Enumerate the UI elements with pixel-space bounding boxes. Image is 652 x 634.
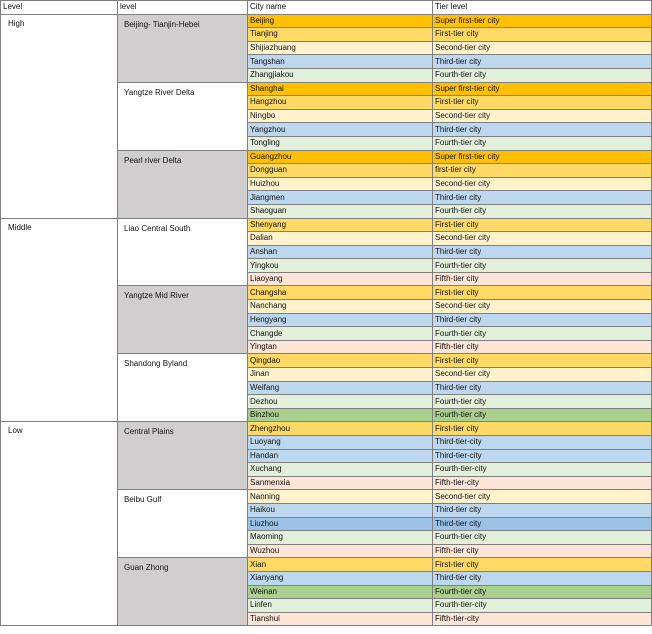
city-name-cell: Haikou bbox=[248, 503, 433, 517]
level-cell: Low bbox=[1, 422, 118, 626]
tier-level-cell: Super first-tier city bbox=[433, 14, 652, 28]
tier-level-cell: Fourth-tier city bbox=[433, 395, 652, 409]
tier-level-cell: Third-tier city bbox=[433, 123, 652, 137]
header-city-name: City name bbox=[248, 1, 433, 15]
city-name-cell: Xian bbox=[248, 558, 433, 572]
region-cell: Beibu Gulf bbox=[118, 490, 248, 558]
city-name-cell: Linfen bbox=[248, 599, 433, 613]
tier-level-cell: Third-tier-city bbox=[433, 436, 652, 450]
tier-level-cell: Fourth-tier city bbox=[433, 585, 652, 599]
city-name-cell: Tianshui bbox=[248, 612, 433, 626]
tier-level-cell: Fifth-tier city bbox=[433, 272, 652, 286]
header-row bbox=[1, 1, 652, 15]
city-name-cell: Liaoyang bbox=[248, 272, 433, 286]
tier-level-cell: Fourth-tier city bbox=[433, 259, 652, 273]
tier-level-cell: Fifth-tier-city bbox=[433, 476, 652, 490]
city-name-cell: Dongguan bbox=[248, 164, 433, 178]
tier-level-cell: Third-tier-city bbox=[433, 449, 652, 463]
tier-level-cell: Fourth-tier city bbox=[433, 531, 652, 545]
city-name-cell: Changsha bbox=[248, 286, 433, 300]
city-name-cell: Weinan bbox=[248, 585, 433, 599]
tier-level-cell: Third-tier city bbox=[433, 55, 652, 69]
city-name-cell: Jinan bbox=[248, 368, 433, 382]
region-cell: Guan Zhong bbox=[118, 558, 248, 626]
tier-level-cell: Fourth-tier-city bbox=[433, 463, 652, 477]
city-name-cell: Xianyang bbox=[248, 571, 433, 585]
header-level: Level bbox=[1, 1, 118, 15]
city-name-cell: Sanmenxia bbox=[248, 476, 433, 490]
table-body bbox=[1, 14, 652, 626]
city-name-cell: Liuzhou bbox=[248, 517, 433, 531]
city-name-cell: Tongling bbox=[248, 136, 433, 150]
region-cell: Liao Central South bbox=[118, 218, 248, 286]
city-name-cell: Nanchang bbox=[248, 300, 433, 314]
region-cell: Central Plains bbox=[118, 422, 248, 490]
city-name-cell: Luoyang bbox=[248, 436, 433, 450]
tier-level-cell: First-tier city bbox=[433, 422, 652, 436]
city-name-cell: Xuchang bbox=[248, 463, 433, 477]
city-name-cell: Hangzhou bbox=[248, 96, 433, 110]
tier-level-cell: Third-tier city bbox=[433, 517, 652, 531]
tier-level-cell: Super first-tier city bbox=[433, 82, 652, 96]
tier-level-cell: Third-tier city bbox=[433, 313, 652, 327]
tier-level-cell: Fourth-tier city bbox=[433, 136, 652, 150]
city-name-cell: Shanghai bbox=[248, 82, 433, 96]
tier-level-cell: Second-tier city bbox=[433, 232, 652, 246]
tier-level-cell: Fourth-tier city bbox=[433, 204, 652, 218]
city-name-cell: Changde bbox=[248, 327, 433, 341]
region-cell: Beijing- Tianjin-Hebei bbox=[118, 14, 248, 82]
tier-level-cell: first-tier city bbox=[433, 164, 652, 178]
tier-level-cell: Fourth-tier-city bbox=[433, 599, 652, 613]
tier-level-cell: Second-tier city bbox=[433, 300, 652, 314]
city-name-cell: Weifang bbox=[248, 381, 433, 395]
tier-level-cell: Second-tier city bbox=[433, 41, 652, 55]
tier-level-cell: First-tier city bbox=[433, 354, 652, 368]
tier-level-cell: Third-tier city bbox=[433, 245, 652, 259]
city-name-cell: Handan bbox=[248, 449, 433, 463]
tier-level-cell: Second-tier city bbox=[433, 490, 652, 504]
city-name-cell: Dezhou bbox=[248, 395, 433, 409]
city-name-cell: Shenyang bbox=[248, 218, 433, 232]
tier-level-cell: Super first-tier city bbox=[433, 150, 652, 164]
tier-level-cell: Third-tier city bbox=[433, 571, 652, 585]
city-name-cell: Yangzhou bbox=[248, 123, 433, 137]
city-name-cell: Jiangmen bbox=[248, 191, 433, 205]
city-name-cell: Zhangjiakou bbox=[248, 68, 433, 82]
tier-level-cell: First-tier city bbox=[433, 218, 652, 232]
city-name-cell: Maoming bbox=[248, 531, 433, 545]
city-name-cell: Shaoguan bbox=[248, 204, 433, 218]
header-region-level: level bbox=[118, 1, 248, 15]
city-name-cell: Tianjing bbox=[248, 28, 433, 42]
city-name-cell: Shijiazhuang bbox=[248, 41, 433, 55]
city-name-cell: Huizhou bbox=[248, 177, 433, 191]
region-cell: Pearl river Delta bbox=[118, 150, 248, 218]
city-name-cell: Beijing bbox=[248, 14, 433, 28]
tier-level-cell: Fourth-tier city bbox=[433, 327, 652, 341]
region-cell: Yangtze Mid River bbox=[118, 286, 248, 354]
tier-level-cell: Fifth-tier city bbox=[433, 544, 652, 558]
tier-level-cell: Second-tier city bbox=[433, 109, 652, 123]
tier-level-cell: First-tier city bbox=[433, 286, 652, 300]
tier-level-cell: Second-tier city bbox=[433, 177, 652, 191]
city-name-cell: Guangzhou bbox=[248, 150, 433, 164]
tier-level-cell: Fourth-tier city bbox=[433, 68, 652, 82]
city-name-cell: Wuzhou bbox=[248, 544, 433, 558]
tier-level-cell: Second-tier city bbox=[433, 368, 652, 382]
city-name-cell: Yingkou bbox=[248, 259, 433, 273]
tier-level-cell: Fifth-tier-city bbox=[433, 612, 652, 626]
tier-level-cell: First-tier city bbox=[433, 558, 652, 572]
city-name-cell: Binzhou bbox=[248, 408, 433, 422]
table-row bbox=[1, 218, 652, 232]
city-name-cell: Dalian bbox=[248, 232, 433, 246]
region-cell: Shandong Byland bbox=[118, 354, 248, 422]
header-tier-level: Tier level bbox=[433, 1, 652, 15]
city-name-cell: Yingtan bbox=[248, 340, 433, 354]
tier-level-cell: Fifth-tier city bbox=[433, 340, 652, 354]
tier-level-cell: First-tier city bbox=[433, 96, 652, 110]
region-cell: Yangtze River Delta bbox=[118, 82, 248, 150]
tier-level-cell: Third-tier city bbox=[433, 381, 652, 395]
city-name-cell: Nanning bbox=[248, 490, 433, 504]
city-name-cell: Anshan bbox=[248, 245, 433, 259]
level-cell: High bbox=[1, 14, 118, 218]
city-name-cell: Hengyang bbox=[248, 313, 433, 327]
tier-level-cell: Third-tier city bbox=[433, 191, 652, 205]
city-name-cell: Qingdao bbox=[248, 354, 433, 368]
tier-level-cell: First-tier city bbox=[433, 28, 652, 42]
city-name-cell: Zhengzhou bbox=[248, 422, 433, 436]
tier-level-cell: Third-tier city bbox=[433, 503, 652, 517]
city-name-cell: Ningbo bbox=[248, 109, 433, 123]
tier-level-cell: Fourth-tier city bbox=[433, 408, 652, 422]
city-name-cell: Tangshan bbox=[248, 55, 433, 69]
table-row bbox=[1, 422, 652, 436]
level-cell: Middle bbox=[1, 218, 118, 422]
table-row bbox=[1, 14, 652, 28]
